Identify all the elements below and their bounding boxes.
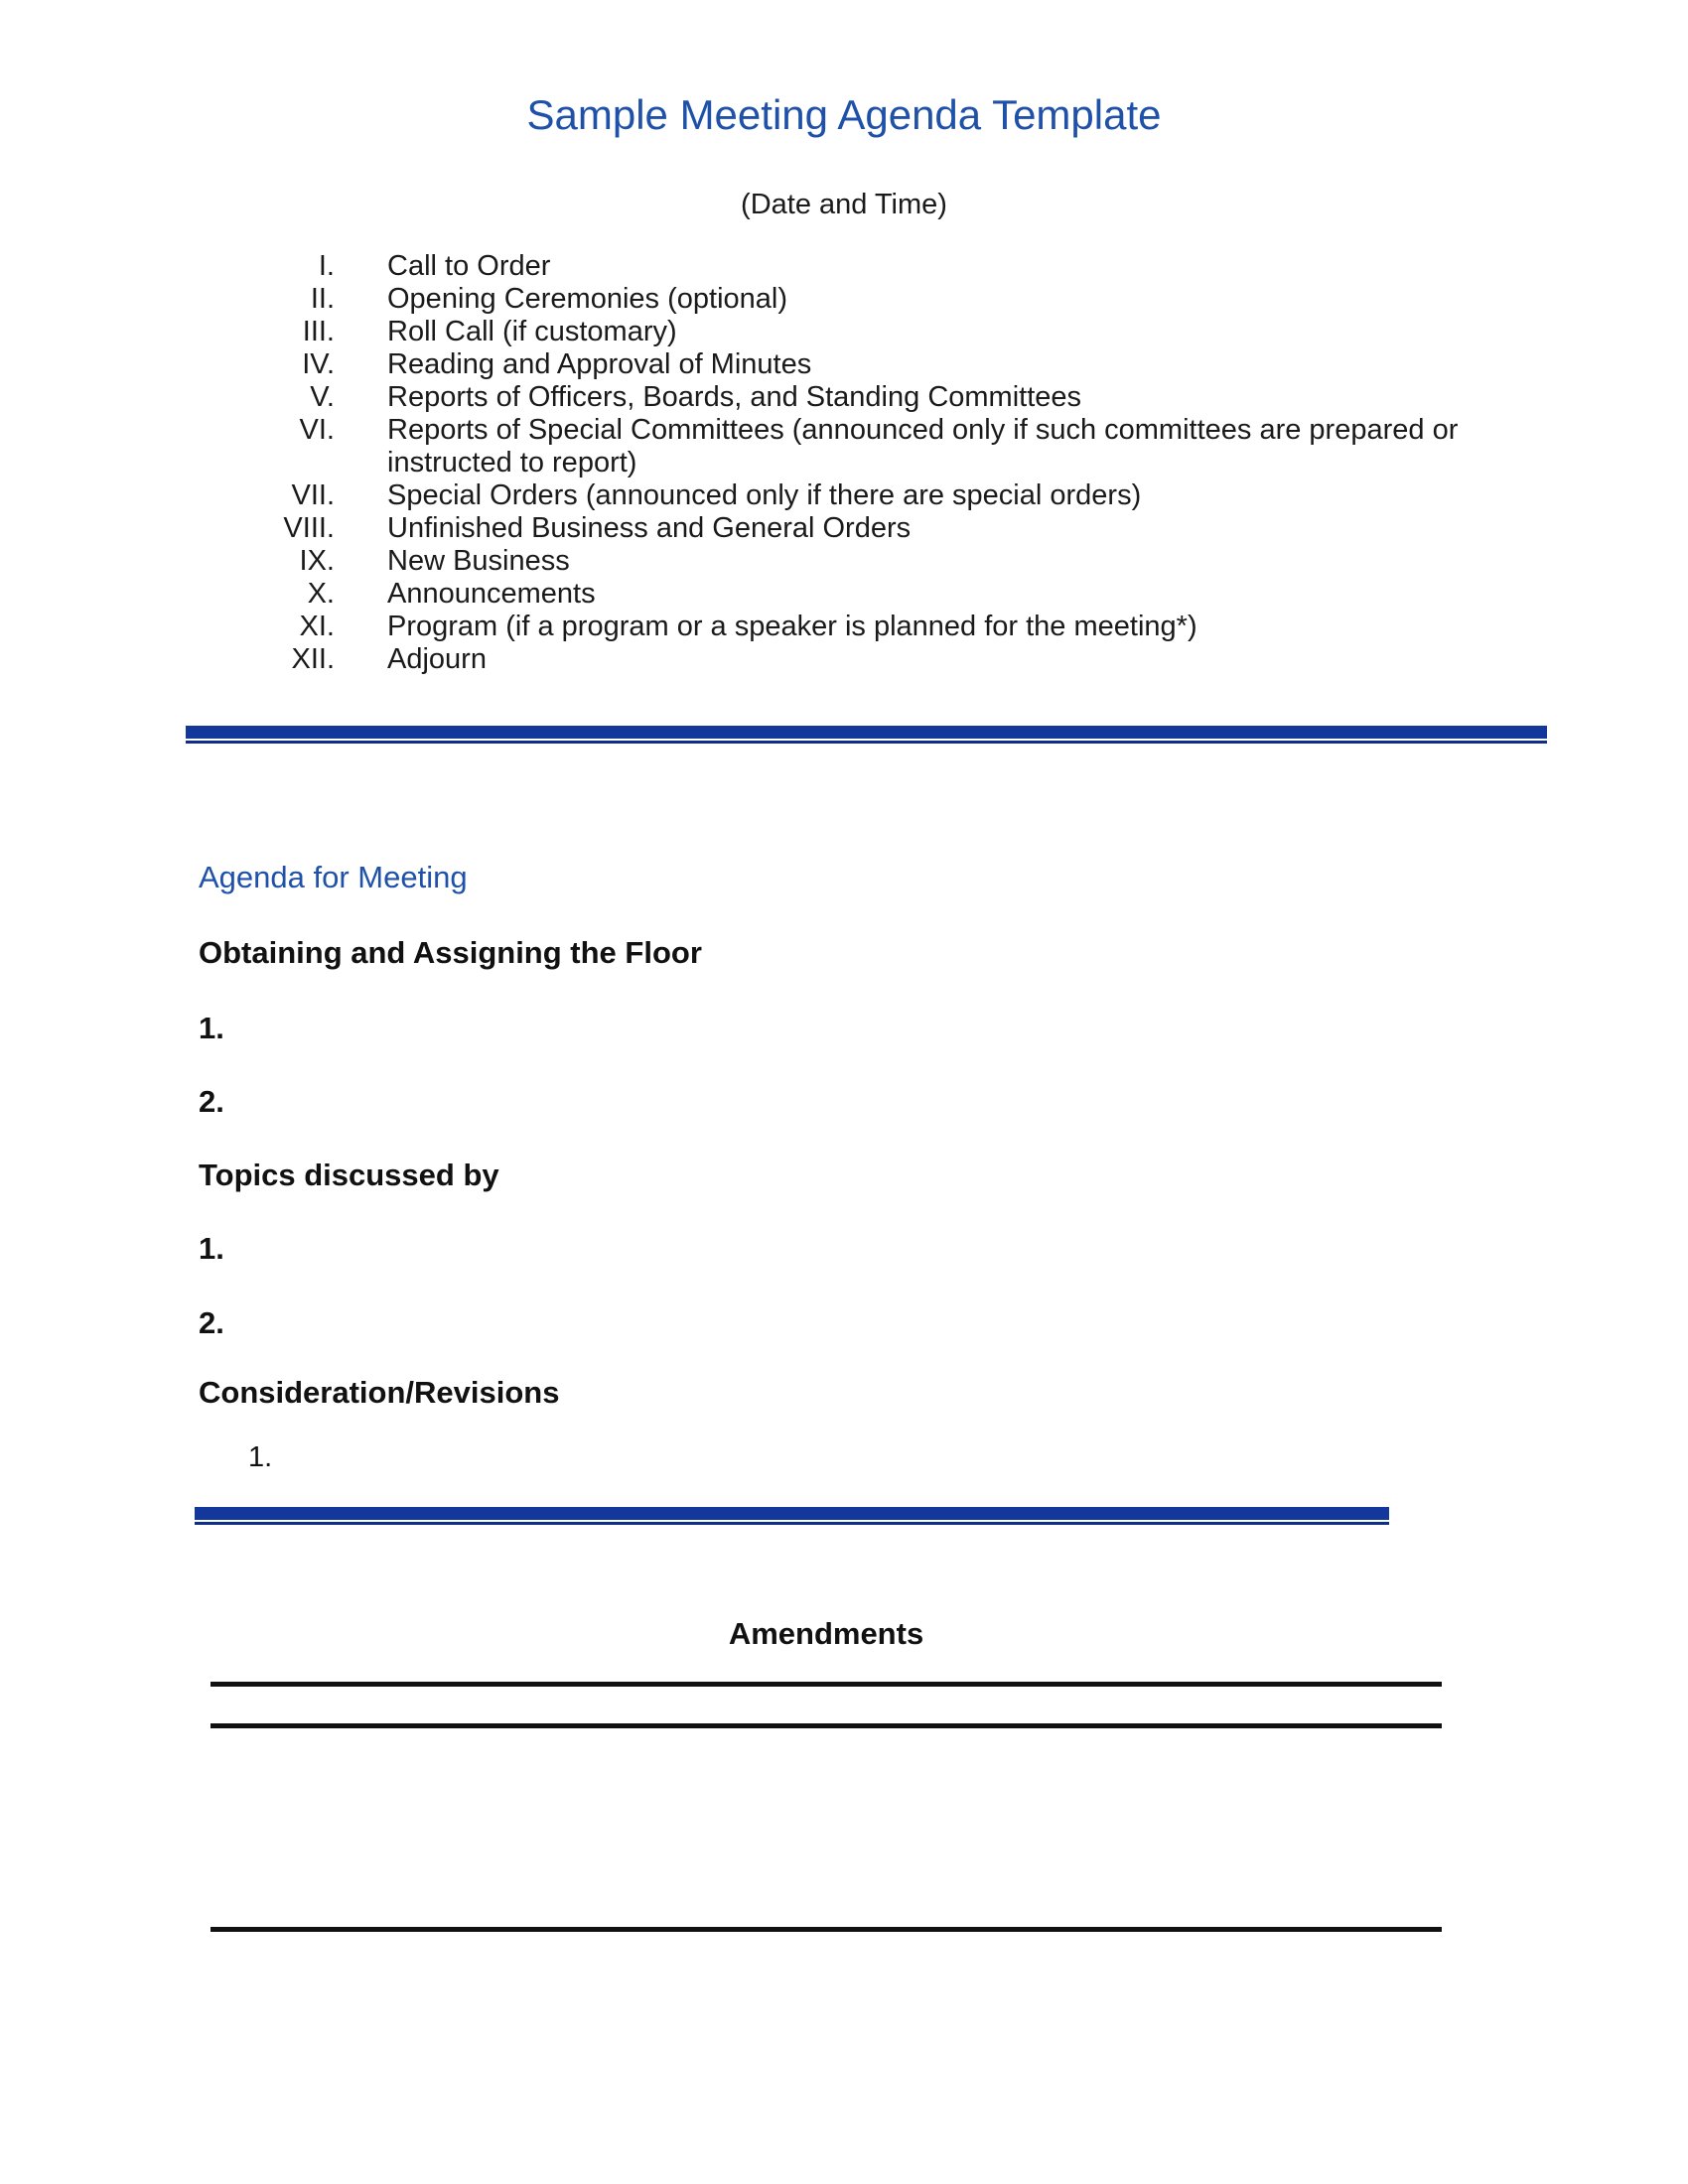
page-title: Sample Meeting Agenda Template xyxy=(526,91,1162,138)
list-item xyxy=(0,578,1688,611)
section-divider-bar-top xyxy=(186,726,1547,744)
obtaining-item-2: 2. xyxy=(199,1084,224,1119)
list-item xyxy=(0,611,1688,643)
agenda-for-meeting-heading: Agenda for Meeting xyxy=(199,860,468,894)
list-item xyxy=(0,348,1688,381)
list-item-numeral: VI. xyxy=(299,414,335,446)
divider-thick-stripe xyxy=(195,1507,1389,1520)
consideration-revisions-heading: Consideration/Revisions xyxy=(199,1375,560,1410)
obtaining-item-1: 1. xyxy=(199,1011,224,1045)
amendments-blank-line-2 xyxy=(211,1723,1442,1728)
consideration-item-1: 1. xyxy=(248,1441,273,1473)
date-time-placeholder: (Date and Time) xyxy=(741,189,947,220)
agenda-roman-list xyxy=(0,250,1688,676)
list-item xyxy=(0,643,1688,676)
list-item xyxy=(0,479,1688,512)
list-item-numeral: II. xyxy=(310,283,335,315)
divider-thin-stripe xyxy=(186,741,1547,744)
list-item-text: Program (if a program or a speaker is planned for the meeting*) xyxy=(387,611,1197,642)
list-item-numeral: XI. xyxy=(299,611,335,642)
list-item-text: Reports of Officers, Boards, and Standing Committees xyxy=(387,381,1082,413)
list-item-numeral: IV. xyxy=(302,348,335,380)
list-item-text: Special Orders (announced only if there are special orders) xyxy=(387,479,1142,511)
obtaining-floor-heading: Obtaining and Assigning the Floor xyxy=(199,935,702,970)
list-item-text: Opening Ceremonies (optional) xyxy=(387,283,787,315)
list-item xyxy=(0,512,1688,545)
list-item xyxy=(0,283,1688,316)
topics-item-1: 1. xyxy=(199,1231,224,1266)
list-item-numeral: XII. xyxy=(291,643,335,675)
list-item-text: Call to Order xyxy=(387,250,551,282)
list-item-numeral: X. xyxy=(307,578,335,610)
list-item-text: Reading and Approval of Minutes xyxy=(387,348,812,380)
topics-item-2: 2. xyxy=(199,1305,224,1340)
list-item-text: Unfinished Business and General Orders xyxy=(387,512,912,544)
divider-thick-stripe xyxy=(186,726,1547,739)
list-item xyxy=(0,250,1688,283)
section-divider-bar-bottom xyxy=(195,1507,1389,1525)
list-item-text: New Business xyxy=(387,545,570,577)
list-item-numeral: I. xyxy=(318,250,335,282)
list-item-numeral: VII. xyxy=(291,479,335,511)
topics-discussed-heading: Topics discussed by xyxy=(199,1158,499,1192)
amendments-blank-line-1 xyxy=(211,1682,1442,1687)
amendments-heading: Amendments xyxy=(728,1616,924,1651)
divider-thin-stripe xyxy=(195,1522,1389,1525)
list-item-text: Reports of Special Committees (announced only if such committees are prepared or instructed to report) xyxy=(387,414,1459,478)
list-item-numeral: III. xyxy=(302,316,335,347)
list-item-text: Adjourn xyxy=(387,643,487,675)
amendments-blank-line-3 xyxy=(211,1927,1442,1932)
list-item-numeral: IX. xyxy=(299,545,335,577)
list-item-numeral: VIII. xyxy=(283,512,335,544)
list-item xyxy=(0,545,1688,578)
list-item xyxy=(0,316,1688,348)
list-item xyxy=(0,381,1688,414)
list-item xyxy=(0,414,1688,479)
list-item-numeral: V. xyxy=(310,381,335,413)
list-item-text: Announcements xyxy=(387,578,596,610)
list-item-text: Roll Call (if customary) xyxy=(387,316,677,347)
